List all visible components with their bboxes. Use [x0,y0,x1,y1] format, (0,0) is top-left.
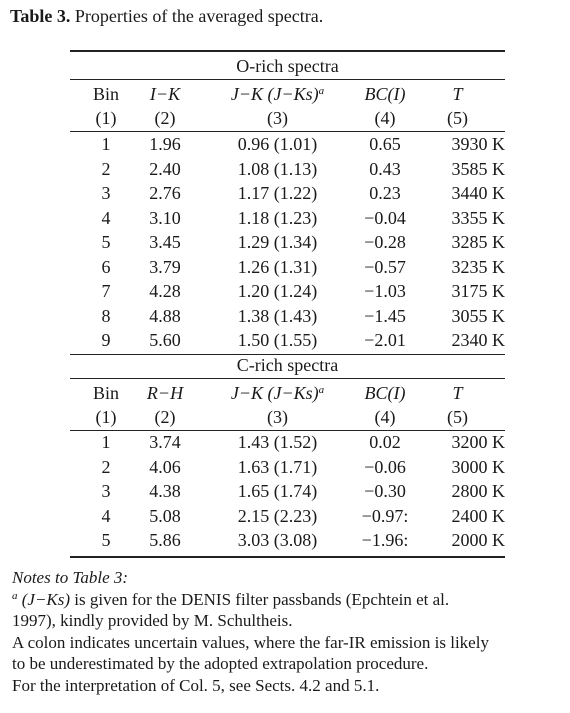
temp-cell: 3055 K [451,305,505,326]
bc-cell: −2.01 [364,330,406,350]
bin-cell: 9 [101,330,111,350]
bc-cell: −0.57 [364,256,406,277]
c-rich-colnum-row [70,407,505,431]
bc-cell: −0.30 [364,481,406,501]
table-row [70,530,505,554]
header-bin: Bin [92,383,119,403]
note-colon-line2: to be underestimated by the adopted extrapolation procedure. [12,654,429,673]
temp-cell: 2400 K [451,505,505,526]
bc-cell: −0.97: [361,505,409,526]
table-row [70,159,505,183]
colnum: (3) [267,108,288,128]
header-bin: Bin [92,84,119,104]
color-cell: 1.96 [149,134,181,154]
jk-cell: 1.26 (1.31) [237,256,318,277]
color-cell: 5.86 [149,530,181,550]
o-rich-header-rule [70,131,505,132]
temp-cell: 3585 K [451,158,505,179]
bin-cell: 1 [101,432,111,452]
color-cell: 3.10 [149,207,181,228]
notes-heading: Notes to Table 3: [12,568,129,587]
bin-cell: 4 [101,207,111,228]
color-cell: 4.28 [149,281,181,301]
jk-cell: 1.18 (1.23) [237,207,318,228]
temp-cell: 3440 K [451,183,505,203]
bin-cell: 8 [101,305,111,326]
header-t: T [452,84,463,104]
temp-cell: 3235 K [451,256,505,277]
c-rich-header-rule [70,430,505,431]
o-rich-title-rule [70,79,505,80]
table-row [70,134,505,158]
color-cell: 3.74 [149,432,181,452]
table-row [70,432,505,456]
bc-cell: −1.45 [364,305,406,326]
color-cell: 2.76 [149,183,181,203]
temp-cell: 3930 K [451,134,505,154]
temp-cell: 3000 K [451,456,505,477]
jk-cell: 1.63 (1.71) [237,456,318,477]
jk-cell: 3.03 (3.08) [237,530,318,550]
header-i-k: I−K [149,84,181,104]
color-cell: 2.40 [149,158,181,179]
o-rich-colnum-row [70,108,505,132]
bin-cell: 2 [101,158,111,179]
bc-cell: 0.23 [369,183,401,203]
colnum: (2) [154,407,176,427]
color-cell: 4.38 [149,481,181,501]
temp-cell: 3200 K [451,432,505,452]
jk-cell: 0.96 (1.01) [237,134,318,154]
colnum: (5) [447,407,468,427]
bc-cell: −0.04 [364,207,406,228]
jk-cell: 1.29 (1.34) [237,232,318,252]
jk-cell: 1.20 (1.24) [237,281,318,301]
table-notes [12,567,489,696]
note-col5: For the interpretation of Col. 5, see Sects. 4.2 and 5.1. [12,675,380,695]
bc-cell: 0.43 [369,158,401,179]
colnum: (3) [267,407,288,427]
jk-cell: 1.08 (1.13) [237,158,318,179]
colnum: (4) [374,108,396,128]
c-rich-title: C-rich spectra [236,355,339,375]
color-cell: 3.79 [149,256,181,277]
caption-label: Table 3. [10,6,71,26]
temp-cell: 2800 K [451,481,505,501]
bc-cell: −0.06 [364,456,406,477]
colnum: (5) [447,108,468,128]
table-row [70,306,505,330]
bottom-rule [70,556,505,558]
bin-cell: 5 [101,530,111,550]
note-a-line1: $^a$ (J−Ks) is given for the DENIS filter passbands (Epchtein et al. [12,589,450,609]
color-cell: 3.45 [149,232,181,252]
header-bc-i: BC(I) [364,383,406,403]
temp-cell: 3175 K [451,281,505,301]
bc-cell: −0.28 [364,232,406,252]
table-row [70,281,505,305]
color-cell: 4.06 [149,456,181,477]
colnum: (1) [95,108,117,128]
table-row [70,481,505,505]
temp-cell: 2000 K [451,530,505,550]
jk-cell: 2.15 (2.23) [237,505,318,526]
bin-cell: 3 [101,481,111,501]
color-cell: 5.60 [149,330,181,350]
header-bc-i: BC(I) [364,84,406,104]
top-rule [70,50,505,52]
bin-cell: 5 [101,232,111,252]
color-cell: 4.88 [149,305,181,326]
temp-cell: 2340 K [451,330,505,350]
bin-cell: 7 [101,281,111,301]
colnum: (4) [374,407,396,427]
bin-cell: 1 [101,134,111,154]
table-row [70,232,505,256]
bc-cell: −1.03 [364,281,406,301]
color-cell: 5.08 [149,505,181,526]
o-rich-header-row [70,84,505,108]
colnum: (2) [154,108,176,128]
header-j-k: J−K $(J-Ks)^a$ [230,383,325,403]
table-row [70,208,505,232]
temp-cell: 3355 K [451,207,505,228]
temp-cell: 3285 K [451,232,505,252]
bc-cell: 0.02 [369,432,401,452]
jk-cell: 1.43 (1.52) [237,432,318,452]
jk-cell: 1.50 (1.55) [237,330,318,350]
header-r-h: R−H [146,383,184,403]
bin-cell: 4 [101,505,111,526]
header-j-k: J−K $(J-Ks)^a$ [230,84,325,104]
table-row [70,183,505,207]
table-row [70,457,505,481]
table-row [70,330,505,354]
table-row [70,506,505,530]
note-a-line2: 1997), kindly provided by M. Schultheis. [12,611,293,630]
jk-cell: 1.17 (1.22) [237,183,318,203]
bin-cell: 6 [101,256,111,277]
bin-cell: 2 [101,456,111,477]
caption-text: Properties of the averaged spectra. [70,6,324,26]
header-t: T [452,383,463,403]
bin-cell: 3 [101,183,111,203]
bc-cell: 0.65 [369,134,401,154]
o-rich-title: O-rich spectra [236,56,339,76]
c-rich-title-rule [70,378,505,379]
bc-cell: −1.96: [361,530,409,550]
note-colon-line1: A colon indicates uncertain values, where the far-IR emission is likely [12,632,489,652]
table-row [70,257,505,281]
jk-cell: 1.38 (1.43) [237,305,318,326]
c-rich-header-row [70,383,505,407]
table-caption [10,6,323,27]
colnum: (1) [95,407,117,427]
jk-cell: 1.65 (1.74) [237,481,318,501]
